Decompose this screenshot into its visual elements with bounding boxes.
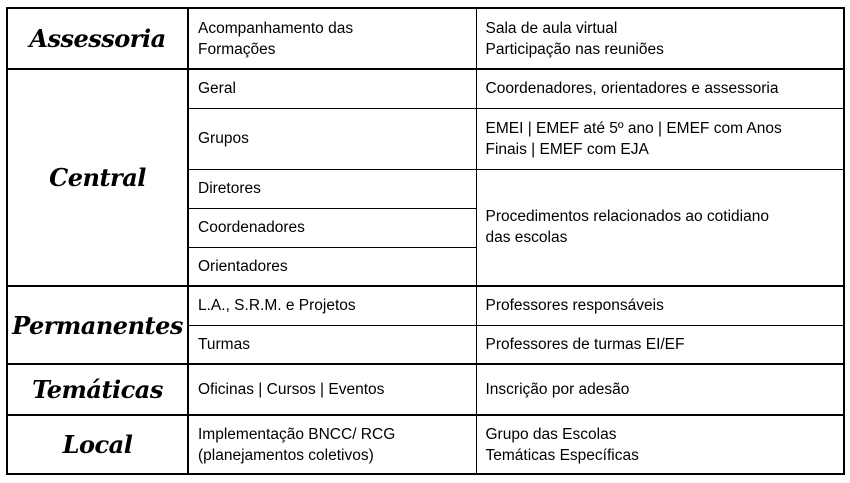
- table-row: [7, 8, 844, 69]
- table-cell: [476, 108, 844, 169]
- table-cell: [188, 69, 476, 108]
- table-row: [7, 69, 844, 108]
- table-cell: [188, 286, 476, 325]
- table-cell: [476, 364, 844, 415]
- cell-text: Acompanhamento das: [198, 19, 354, 37]
- category-local: Local: [7, 415, 188, 474]
- category-central: Central: [7, 69, 188, 286]
- table-cell: [188, 8, 476, 69]
- cell-text: Grupos: [198, 130, 249, 147]
- table-cell: [188, 364, 476, 415]
- cell-text: Inscrição por adesão: [485, 381, 630, 398]
- table-cell: [476, 8, 844, 69]
- cell-text: Coordenadores: [198, 219, 305, 236]
- cell-text: Participação nas reuniões: [485, 40, 664, 58]
- cell-text: Coordenadores, orientadores e assessoria: [485, 80, 779, 98]
- category-assessoria: Assessoria: [7, 8, 188, 69]
- table-cell: [188, 415, 476, 474]
- cell-text: Turmas: [198, 335, 250, 353]
- cell-text: Professores de turmas EI/EF: [485, 335, 685, 353]
- cell-text: Oficinas | Cursos | Eventos: [198, 381, 385, 398]
- cell-text: Professores responsáveis: [485, 297, 664, 315]
- cell-text: Procedimentos relacionados ao cotidiano: [485, 208, 769, 226]
- table-cell: [476, 325, 844, 364]
- table-cell: [188, 169, 476, 208]
- cell-text: Grupo das Escolas: [485, 425, 617, 443]
- cell-text: Temáticas Específicas: [485, 446, 639, 464]
- cell-text: Sala de aula virtual: [485, 19, 618, 37]
- table-cell: [476, 415, 844, 474]
- cell-text: Geral: [198, 80, 236, 98]
- table-row: [7, 364, 844, 415]
- table-cell: [188, 208, 476, 247]
- cell-text: Implementação BNCC/ RCG: [198, 425, 396, 443]
- category-tematicas: Temáticas: [7, 364, 188, 415]
- cell-text: EMEI | EMEF até 5º ano | EMEF com Anos: [485, 119, 782, 137]
- cell-text: Orientadores: [198, 257, 288, 275]
- activities-table: [6, 7, 845, 475]
- category-permanentes: Permanentes: [7, 286, 188, 364]
- table-cell: [188, 325, 476, 364]
- table-cell: [476, 69, 844, 108]
- table-cell: [476, 169, 844, 286]
- table-cell: [188, 108, 476, 169]
- cell-text: Finais | EMEF com EJA: [485, 140, 649, 158]
- cell-text: L.A., S.R.M. e Projetos: [198, 297, 356, 315]
- table-row: [7, 286, 844, 325]
- cell-text: das escolas: [485, 229, 568, 247]
- table-cell: [188, 247, 476, 286]
- cell-text: Formações: [198, 40, 276, 58]
- table-row: [7, 415, 844, 474]
- table-cell: [476, 286, 844, 325]
- cell-text: (planejamentos coletivos): [198, 446, 374, 464]
- cell-text: Diretores: [198, 180, 261, 197]
